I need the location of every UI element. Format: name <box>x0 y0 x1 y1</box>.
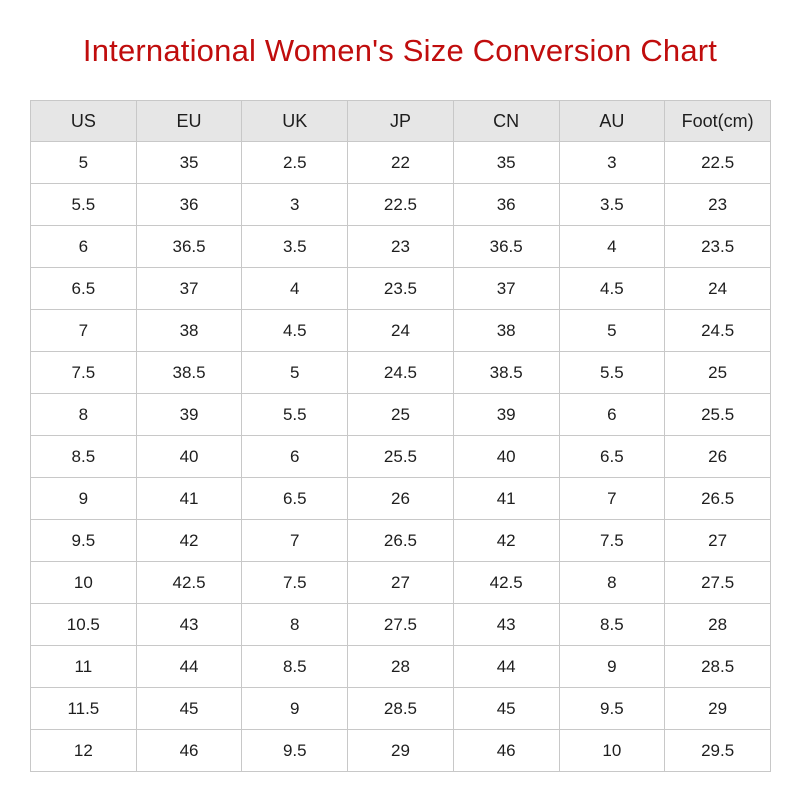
table-body <box>31 142 771 772</box>
cell-foot-cm: 28 <box>665 604 771 646</box>
cell-au: 6 <box>559 394 665 436</box>
cell-cn: 44 <box>453 646 559 688</box>
cell-us: 5.5 <box>31 184 137 226</box>
cell-jp: 25 <box>348 394 454 436</box>
cell-au: 5 <box>559 310 665 352</box>
cell-us: 6.5 <box>31 268 137 310</box>
cell-uk: 5.5 <box>242 394 348 436</box>
cell-cn: 39 <box>453 394 559 436</box>
column-header-eu: EU <box>136 101 242 142</box>
cell-us: 8.5 <box>31 436 137 478</box>
cell-au: 8 <box>559 562 665 604</box>
table-row <box>31 394 771 436</box>
page-title: International Women's Size Conversion Chart <box>82 33 718 68</box>
cell-us: 6 <box>31 226 137 268</box>
cell-uk: 4.5 <box>242 310 348 352</box>
cell-au: 9 <box>559 646 665 688</box>
column-header-cn: CN <box>453 101 559 142</box>
column-header-us: US <box>31 101 137 142</box>
cell-us: 7.5 <box>31 352 137 394</box>
cell-eu: 42 <box>136 520 242 562</box>
cell-au: 7 <box>559 478 665 520</box>
cell-us: 10.5 <box>31 604 137 646</box>
cell-eu: 39 <box>136 394 242 436</box>
cell-jp: 23.5 <box>348 268 454 310</box>
table-row <box>31 520 771 562</box>
cell-jp: 23 <box>348 226 454 268</box>
cell-jp: 24 <box>348 310 454 352</box>
size-conversion-table <box>30 100 771 772</box>
cell-us: 10 <box>31 562 137 604</box>
cell-eu: 42.5 <box>136 562 242 604</box>
cell-au: 4.5 <box>559 268 665 310</box>
cell-au: 3.5 <box>559 184 665 226</box>
table-row <box>31 226 771 268</box>
cell-us: 5 <box>31 142 137 184</box>
column-header-jp: JP <box>348 101 454 142</box>
cell-us: 12 <box>31 730 137 772</box>
cell-us: 7 <box>31 310 137 352</box>
cell-au: 4 <box>559 226 665 268</box>
cell-jp: 24.5 <box>348 352 454 394</box>
table-row <box>31 142 771 184</box>
cell-au: 7.5 <box>559 520 665 562</box>
cell-jp: 28.5 <box>348 688 454 730</box>
cell-eu: 37 <box>136 268 242 310</box>
cell-jp: 28 <box>348 646 454 688</box>
column-header-au: AU <box>559 101 665 142</box>
cell-cn: 41 <box>453 478 559 520</box>
cell-eu: 43 <box>136 604 242 646</box>
cell-eu: 35 <box>136 142 242 184</box>
cell-uk: 3.5 <box>242 226 348 268</box>
cell-cn: 42 <box>453 520 559 562</box>
cell-au: 8.5 <box>559 604 665 646</box>
table-row <box>31 730 771 772</box>
cell-eu: 40 <box>136 436 242 478</box>
cell-uk: 8.5 <box>242 646 348 688</box>
cell-cn: 38 <box>453 310 559 352</box>
cell-eu: 41 <box>136 478 242 520</box>
cell-us: 9 <box>31 478 137 520</box>
cell-foot-cm: 27 <box>665 520 771 562</box>
cell-uk: 3 <box>242 184 348 226</box>
cell-us: 9.5 <box>31 520 137 562</box>
cell-au: 3 <box>559 142 665 184</box>
table-row <box>31 184 771 226</box>
cell-eu: 38.5 <box>136 352 242 394</box>
table-row <box>31 562 771 604</box>
table-row <box>31 688 771 730</box>
cell-eu: 36.5 <box>136 226 242 268</box>
cell-uk: 8 <box>242 604 348 646</box>
cell-foot-cm: 27.5 <box>665 562 771 604</box>
cell-cn: 42.5 <box>453 562 559 604</box>
table-row <box>31 646 771 688</box>
cell-cn: 36.5 <box>453 226 559 268</box>
table-row <box>31 604 771 646</box>
cell-au: 10 <box>559 730 665 772</box>
cell-foot-cm: 25 <box>665 352 771 394</box>
cell-us: 8 <box>31 394 137 436</box>
cell-jp: 29 <box>348 730 454 772</box>
cell-eu: 38 <box>136 310 242 352</box>
cell-jp: 26.5 <box>348 520 454 562</box>
cell-foot-cm: 25.5 <box>665 394 771 436</box>
cell-au: 6.5 <box>559 436 665 478</box>
cell-eu: 45 <box>136 688 242 730</box>
cell-uk: 9.5 <box>242 730 348 772</box>
cell-uk: 9 <box>242 688 348 730</box>
table-row <box>31 310 771 352</box>
cell-us: 11.5 <box>31 688 137 730</box>
cell-jp: 26 <box>348 478 454 520</box>
cell-au: 9.5 <box>559 688 665 730</box>
table-header <box>31 101 771 142</box>
cell-foot-cm: 26 <box>665 436 771 478</box>
column-header-foot-cm: Foot(cm) <box>665 101 771 142</box>
cell-uk: 7.5 <box>242 562 348 604</box>
cell-foot-cm: 29.5 <box>665 730 771 772</box>
cell-uk: 6.5 <box>242 478 348 520</box>
table-row <box>31 478 771 520</box>
cell-jp: 22 <box>348 142 454 184</box>
cell-foot-cm: 29 <box>665 688 771 730</box>
cell-cn: 36 <box>453 184 559 226</box>
cell-foot-cm: 23.5 <box>665 226 771 268</box>
cell-cn: 40 <box>453 436 559 478</box>
cell-us: 11 <box>31 646 137 688</box>
cell-uk: 6 <box>242 436 348 478</box>
table-row <box>31 436 771 478</box>
cell-eu: 46 <box>136 730 242 772</box>
cell-uk: 4 <box>242 268 348 310</box>
cell-foot-cm: 24.5 <box>665 310 771 352</box>
cell-cn: 43 <box>453 604 559 646</box>
cell-uk: 7 <box>242 520 348 562</box>
table-row <box>31 352 771 394</box>
cell-jp: 25.5 <box>348 436 454 478</box>
cell-cn: 45 <box>453 688 559 730</box>
cell-cn: 37 <box>453 268 559 310</box>
cell-foot-cm: 26.5 <box>665 478 771 520</box>
cell-cn: 38.5 <box>453 352 559 394</box>
cell-eu: 36 <box>136 184 242 226</box>
cell-foot-cm: 23 <box>665 184 771 226</box>
cell-jp: 27 <box>348 562 454 604</box>
cell-uk: 2.5 <box>242 142 348 184</box>
cell-foot-cm: 22.5 <box>665 142 771 184</box>
cell-foot-cm: 28.5 <box>665 646 771 688</box>
table-row <box>31 268 771 310</box>
column-header-uk: UK <box>242 101 348 142</box>
header-row <box>31 101 771 142</box>
cell-au: 5.5 <box>559 352 665 394</box>
cell-cn: 46 <box>453 730 559 772</box>
cell-jp: 22.5 <box>348 184 454 226</box>
cell-uk: 5 <box>242 352 348 394</box>
cell-eu: 44 <box>136 646 242 688</box>
cell-foot-cm: 24 <box>665 268 771 310</box>
cell-cn: 35 <box>453 142 559 184</box>
cell-jp: 27.5 <box>348 604 454 646</box>
